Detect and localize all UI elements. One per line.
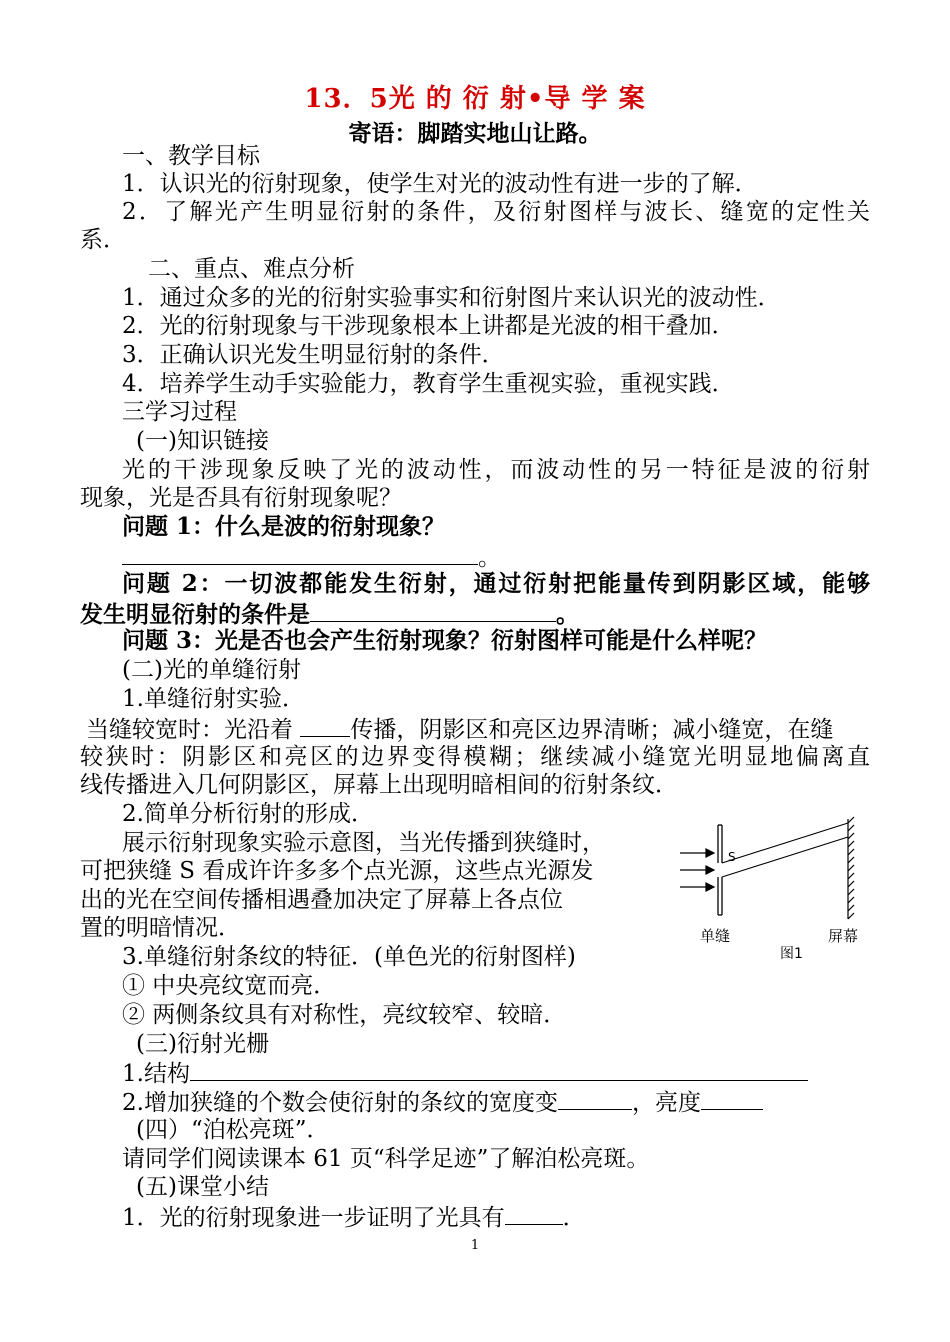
objective-2-line2: 系． <box>80 227 126 253</box>
period: 。 <box>478 545 501 571</box>
summary-item-1 <box>122 1202 586 1232</box>
page-title: 13．5光 的 衍 射•导 学 案 <box>304 84 646 114</box>
question-2-line1: 问题 2：一切波都能发生衍射，通过衍射把能量传到阴影区域，能够 <box>122 570 870 597</box>
summary-text: 1．光的衍射现象进一步证明了光具有 <box>122 1205 505 1231</box>
grating-structure-label: 1.结构 <box>122 1061 190 1087</box>
slit-label-s: S <box>728 850 736 864</box>
diffracted-rays <box>722 823 848 877</box>
answer-blank[interactable] <box>505 1202 563 1225</box>
grating-item-2 <box>122 1087 763 1117</box>
answer-blank[interactable] <box>300 714 350 737</box>
subheading-summary: (五)课堂小结 <box>136 1174 269 1200</box>
single-slit-experiment-heading: 1.单缝衍射实验． <box>122 686 305 712</box>
experiment-line2: 较狭时：阴影区和亮区的边界变得模糊；继续减小缝宽光明显地偏离直 <box>80 744 870 770</box>
question-1: 问题 1：什么是波的衍射现象？ <box>122 513 446 540</box>
analysis-line4: 置的明暗情况． <box>80 915 241 941</box>
screen <box>848 817 854 919</box>
answer-blank[interactable] <box>558 1087 632 1110</box>
subheading-knowledge-link: (一)知识链接 <box>136 428 269 454</box>
features-heading: 3.单缝衍射条纹的特征．(单色光的衍射图样) <box>122 944 576 970</box>
page-number: 1 <box>470 1238 480 1253</box>
section-heading-objectives: 一、教学目标 <box>122 143 260 169</box>
grating-item-1 <box>122 1058 808 1088</box>
grating-text-b: ，亮度 <box>631 1090 701 1116</box>
objective-2-line1: 2．了解光产生明显衍射的条件，及衍射图样与波长、缝宽的定性关 <box>122 199 870 225</box>
poisson-text: 请同学们阅读课本 61 页“科学足迹”了解泊松亮斑。 <box>122 1146 650 1172</box>
answer-blank[interactable] <box>310 599 556 622</box>
analysis-heading: 2.简单分析衍射的形成． <box>122 801 374 827</box>
experiment-line1 <box>86 714 833 744</box>
subheading-poisson: (四）“泊松亮斑”． <box>136 1117 330 1143</box>
question-2-line2 <box>80 599 579 629</box>
diffraction-diagram <box>672 815 872 965</box>
experiment-text-a: 当缝较宽时：光沿着 <box>86 717 293 743</box>
section-heading-process: 三学习过程 <box>122 399 237 425</box>
answer-blank[interactable] <box>122 542 478 565</box>
knowledge-link-line1: 光的干涉现象反映了光的波动性，而波动性的另一特征是波的衍射 <box>122 457 870 483</box>
subheading-single-slit: (二)光的单缝衍射 <box>122 657 301 683</box>
objective-1: 1．认识光的衍射现象，使学生对光的波动性有进一步的了解． <box>122 171 758 197</box>
label-slit: 单缝 <box>700 927 731 945</box>
analysis-line3: 出的光在空间传播相遇叠加决定了屏幕上各点位 <box>80 887 563 913</box>
grating-text-a: 2.增加狭缝的个数会使衍射的条纹的宽度变 <box>122 1090 558 1116</box>
keypoint-2: 2．光的衍射现象与干涉现象根本上讲都是光波的相干叠加． <box>122 313 735 339</box>
label-screen: 屏幕 <box>828 927 859 945</box>
answer-blank[interactable] <box>701 1087 763 1110</box>
figure-caption: 图1 <box>780 946 803 962</box>
feature-2: ② 两侧条纹具有对称性，亮纹较窄、较暗． <box>122 1002 567 1028</box>
keypoint-1: 1．通过众多的光的衍射实验事实和衍射图片来认识光的波动性． <box>122 285 781 311</box>
period: ． <box>562 1205 586 1231</box>
analysis-line2: 可把狭缝 S 看成许许多多个点光源，这些点光源发 <box>80 858 594 884</box>
knowledge-link-line2: 现象，光是否具有衍射现象呢？ <box>80 485 402 511</box>
analysis-line1: 展示衍射现象实验示意图，当光传播到狭缝时， <box>122 830 605 856</box>
incident-light-arrows <box>680 849 714 891</box>
diffraction-diagram-svg <box>672 815 872 925</box>
answer-blank[interactable] <box>190 1058 808 1081</box>
experiment-text-b: 传播，阴影区和亮区边界清晰；减小缝宽，在缝 <box>350 717 834 743</box>
feature-1: ① 中央亮纹宽而亮． <box>122 973 337 999</box>
period: 。 <box>556 601 579 628</box>
question-3: 问题 3：光是否也会产生衍射现象？衍射图样可能是什么样呢？ <box>122 627 768 654</box>
section-heading-keypoints: 二、重点、难点分析 <box>148 256 355 282</box>
slit-barrier <box>718 825 722 915</box>
keypoint-4: 4．培养学生动手实验能力，教育学生重视实验，重视实践． <box>122 371 735 397</box>
keypoint-3: 3．正确认识光发生明显衍射的条件． <box>122 342 505 368</box>
question-1-answer-line <box>122 542 501 572</box>
question-2-text: 发生明显衍射的条件是 <box>80 601 310 628</box>
motto: 寄语：脚踏实地山让路。 <box>348 120 602 147</box>
subheading-grating: (三)衍射光栅 <box>136 1031 269 1057</box>
experiment-line3: 线传播进入几何阴影区，屏幕上出现明暗相间的衍射条纹． <box>80 772 678 798</box>
